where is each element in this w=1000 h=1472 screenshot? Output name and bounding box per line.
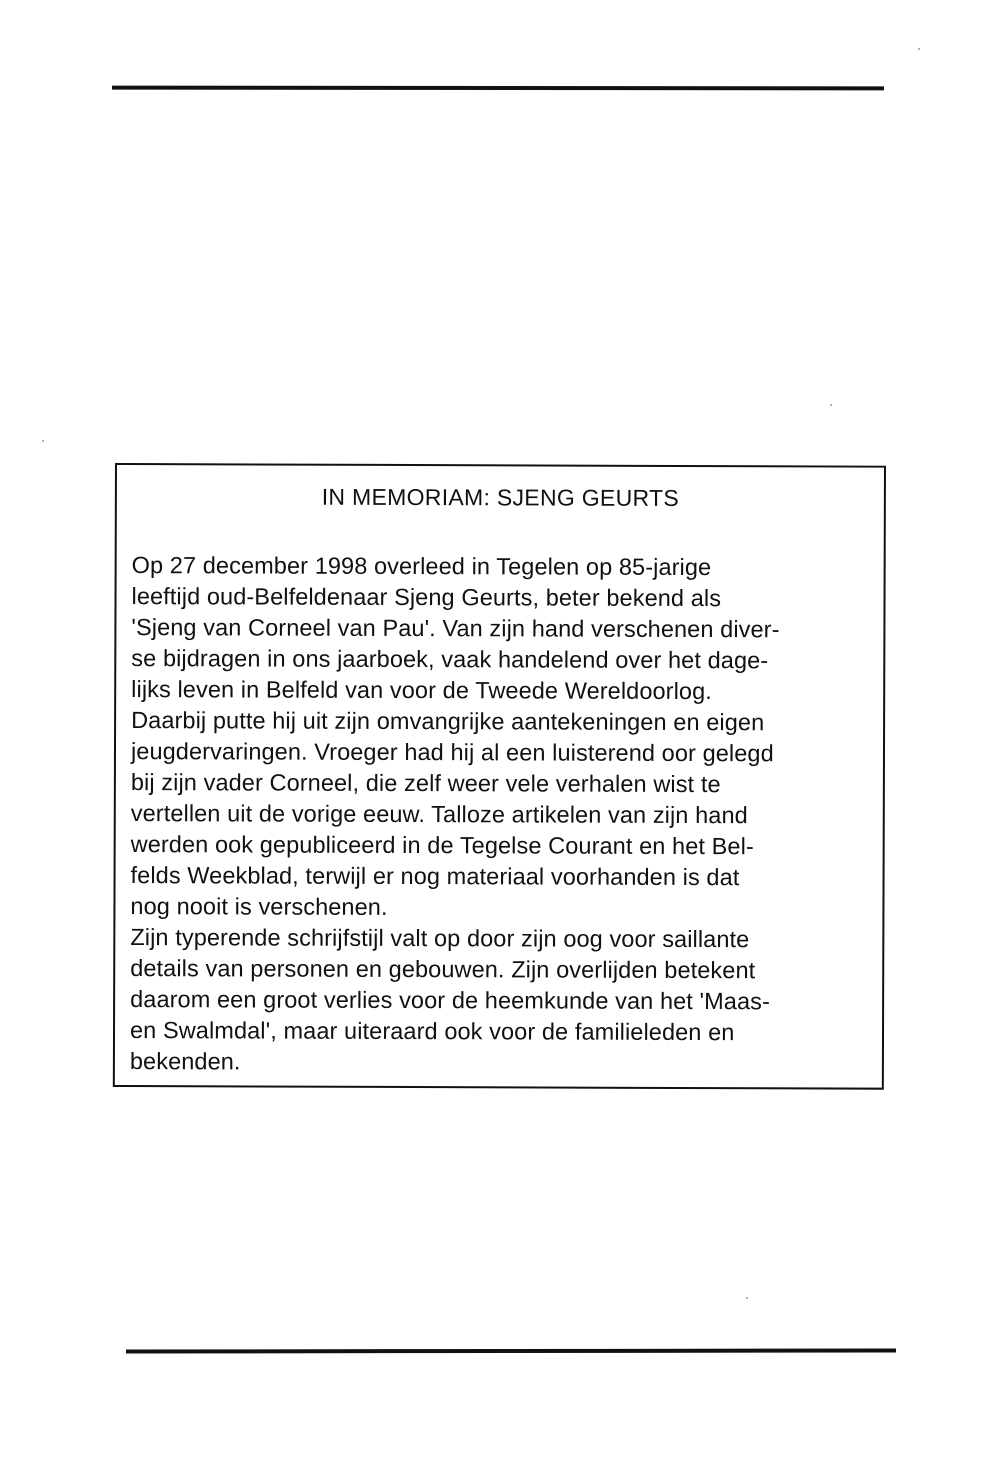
body-line: felds Weekblad, terwijl er nog materiaal voorhanden is dat (130, 862, 740, 891)
body-line: 'Sjeng van Corneel van Pau'. Van zijn hand verschenen diver- (131, 614, 780, 643)
top-rule (112, 86, 884, 91)
body-line: werden ook gepubliceerd in de Tegelse Courant en het Bel- (130, 831, 754, 860)
memoriam-body (130, 550, 877, 1080)
scan-speck (746, 1297, 748, 1299)
body-line: nog nooit is verschenen. (130, 893, 388, 920)
body-line: bij zijn vader Corneel, die zelf weer vele verhalen wist te (130, 769, 721, 798)
body-line: lijks leven in Belfeld van voor de Tweede Wereldoorlog. (131, 676, 712, 705)
body-line: details van personen en gebouwen. Zijn overlijden betekent (130, 955, 756, 984)
body-line: Daarbij putte hij uit zijn omvangrijke aantekeningen en eigen (131, 707, 765, 736)
scan-speck (918, 48, 920, 50)
memoriam-box (113, 463, 886, 1090)
body-line: se bijdragen in ons jaarboek, vaak handelend over het dage- (131, 645, 769, 674)
bottom-rule (126, 1348, 896, 1353)
body-line: jeugdervaringen. Vroeger had hij al een luisterend oor gelegd (130, 738, 774, 767)
body-line: vertellen uit de vorige eeuw. Talloze artikelen van zijn hand (130, 800, 748, 829)
body-line: Op 27 december 1998 overleed in Tegelen op 85-jarige (131, 552, 712, 581)
body-line: Zijn typerende schrijfstijl valt op door zijn oog voor saillante (130, 924, 750, 953)
body-line: en Swalmdal', maar uiteraard ook voor de familieleden en (129, 1017, 735, 1046)
body-line: daarom een groot verlies voor de heemkunde van het 'Maas- (130, 986, 770, 1015)
scan-speck (830, 404, 832, 406)
body-line: bekenden. (129, 1048, 241, 1075)
memoriam-title: IN MEMORIAM: SJENG GEURTS (321, 483, 680, 511)
scan-speck (42, 440, 44, 442)
body-line: leeftijd oud-Belfeldenaar Sjeng Geurts, beter bekend als (131, 583, 722, 612)
